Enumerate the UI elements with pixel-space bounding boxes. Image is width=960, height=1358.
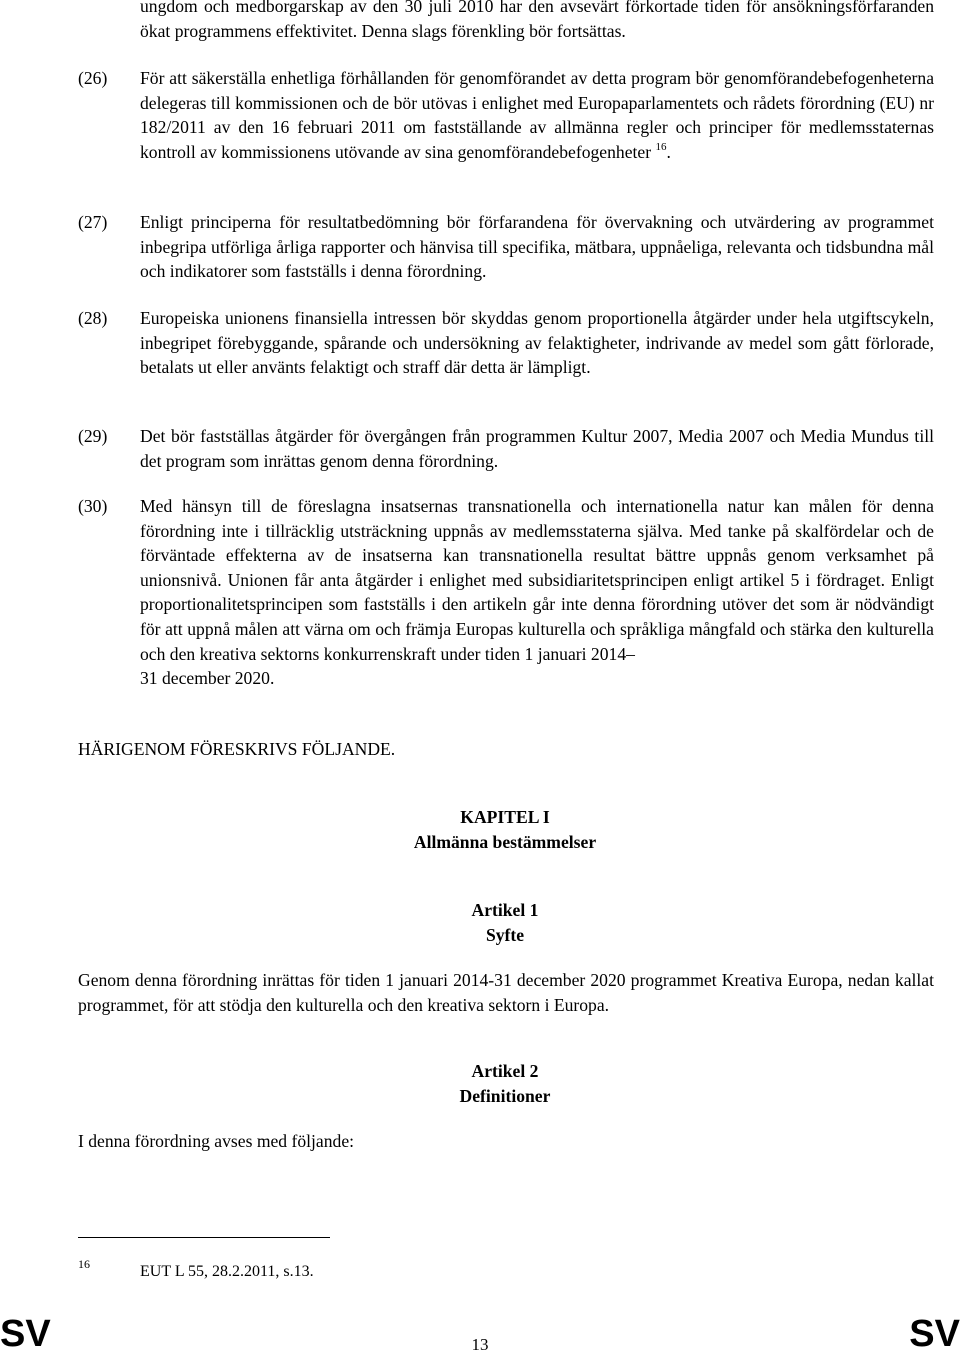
chapter-heading: KAPITEL I (460, 807, 550, 827)
recital-number: (27) (78, 212, 108, 232)
article-1-heading: Artikel 1 (471, 900, 539, 920)
language-code-right: SV (909, 1313, 960, 1355)
recital-28 (78, 306, 934, 380)
recital-number: (30) (78, 496, 108, 516)
article-2-intro: I denna förordning avses med följande: (78, 1131, 355, 1151)
chapter-heading-block (0, 805, 960, 854)
chapter-title: Allmänna bestämmelser (413, 831, 597, 852)
enacting-formula: HÄRIGENOM FÖRESKRIVS FÖLJANDE. (78, 739, 396, 759)
recital-30 (78, 494, 934, 691)
article-2-title: Definitioner (459, 1085, 551, 1106)
footnote-number: 16 (78, 1257, 90, 1271)
recital-text: Europeiska unionens finansiella intressen bör skyddas genom proportionella åtgärder under hela utgiftscykeln, inbegripet förebyggande, spårande och undersökning av felaktigheter, indrivande av medel som gått förlorade, betalats ut eller använts felaktigt och straff där detta är lämpligt. (140, 308, 934, 378)
recital-number: (26) (78, 68, 108, 88)
article-2-heading: Artikel 2 (471, 1061, 539, 1081)
article-2-heading-block (0, 1059, 960, 1108)
recital-number: (29) (78, 426, 108, 446)
recital-29 (78, 424, 934, 473)
recital-26 (78, 66, 934, 164)
continuation-paragraph: ungdom och medborgarskap av den 30 juli 2010 har den avsevärt förkortade tiden för ansökningsförfaranden ökat programmens effektivitet. Denna slags förenkling bör fortsättas. (140, 0, 934, 41)
recital-text: För att säkerställa enhetliga förhållanden för genomförandet av detta program bör genomförandebefogenheterna delegeras till kommissionen och de bör utövas i enlighet med Europaparlamentets och rådets förordning (EU) nr 182/2011 av den 16 februari 2011 om fastställande av allmänna regler och principer för medlemsstaternas kontroll av kommissionens utövande av sina genomförandebefogenheter $^{16}$. (140, 68, 934, 162)
footnote-separator (78, 1237, 330, 1238)
footnote-reference: 16 (655, 140, 667, 153)
article-1-title: Syfte (485, 924, 525, 945)
recital-text-last-line: 31 december 2020. (140, 668, 275, 689)
recital-text: Det bör fastställas åtgärder för övergången från programmen Kultur 2007, Media 2007 och Media Mundus till det program som inrättas genom denna förordning. (140, 426, 934, 471)
recital-number: (28) (78, 308, 108, 328)
article-1-text: Genom denna förordning inrättas för tiden 1 januari 2014-31 december 2020 programmet Kreativa Europa, nedan kallat programmet, för att stödja den kulturella och den kreativa sektorn i Europa. (78, 970, 934, 1015)
article-1-heading-block (0, 898, 960, 947)
page-number: 13 (471, 1335, 489, 1354)
language-code-left: SV (0, 1313, 51, 1355)
recital-27 (78, 210, 934, 284)
recital-text: Med hänsyn till de föreslagna insatsernas transnationella och internationella natur kan målen för denna förordning inte i tillräcklig utsträckning uppnås av medlemsstaterna själva. Med tanke på skalfördelar och de förväntade effekterna av de insatserna kan transnationella resultat bättre uppnås genom verksamhet på unionsnivå. Unionen får anta åtgärder i enlighet med subsidiaritetsprincipen enligt artikel 5 i fördraget. Enligt proportionalitetsprincipen som fastställs i den artikeln går inte denna förordning utöver det som är nödvändigt för att uppnå målen att värna om och främja Europas kulturella och språkliga mångfald och stärka den kulturella och den kreativa sektorns konkurrenskraft under tiden 1 januari 2014– (140, 496, 934, 664)
footnote-text: EUT L 55, 28.2.2011, s.13. (140, 1263, 314, 1280)
recital-text: Enligt principerna för resultatbedömning bör förfarandena för övervakning och utvärdering av programmet inbegripa utförliga årliga rapporter och hänvisa till specifika, mätbara, uppnåeliga, relevanta och tidsbundna mål och indikatorer som fastställs i denna förordning. (140, 212, 934, 282)
